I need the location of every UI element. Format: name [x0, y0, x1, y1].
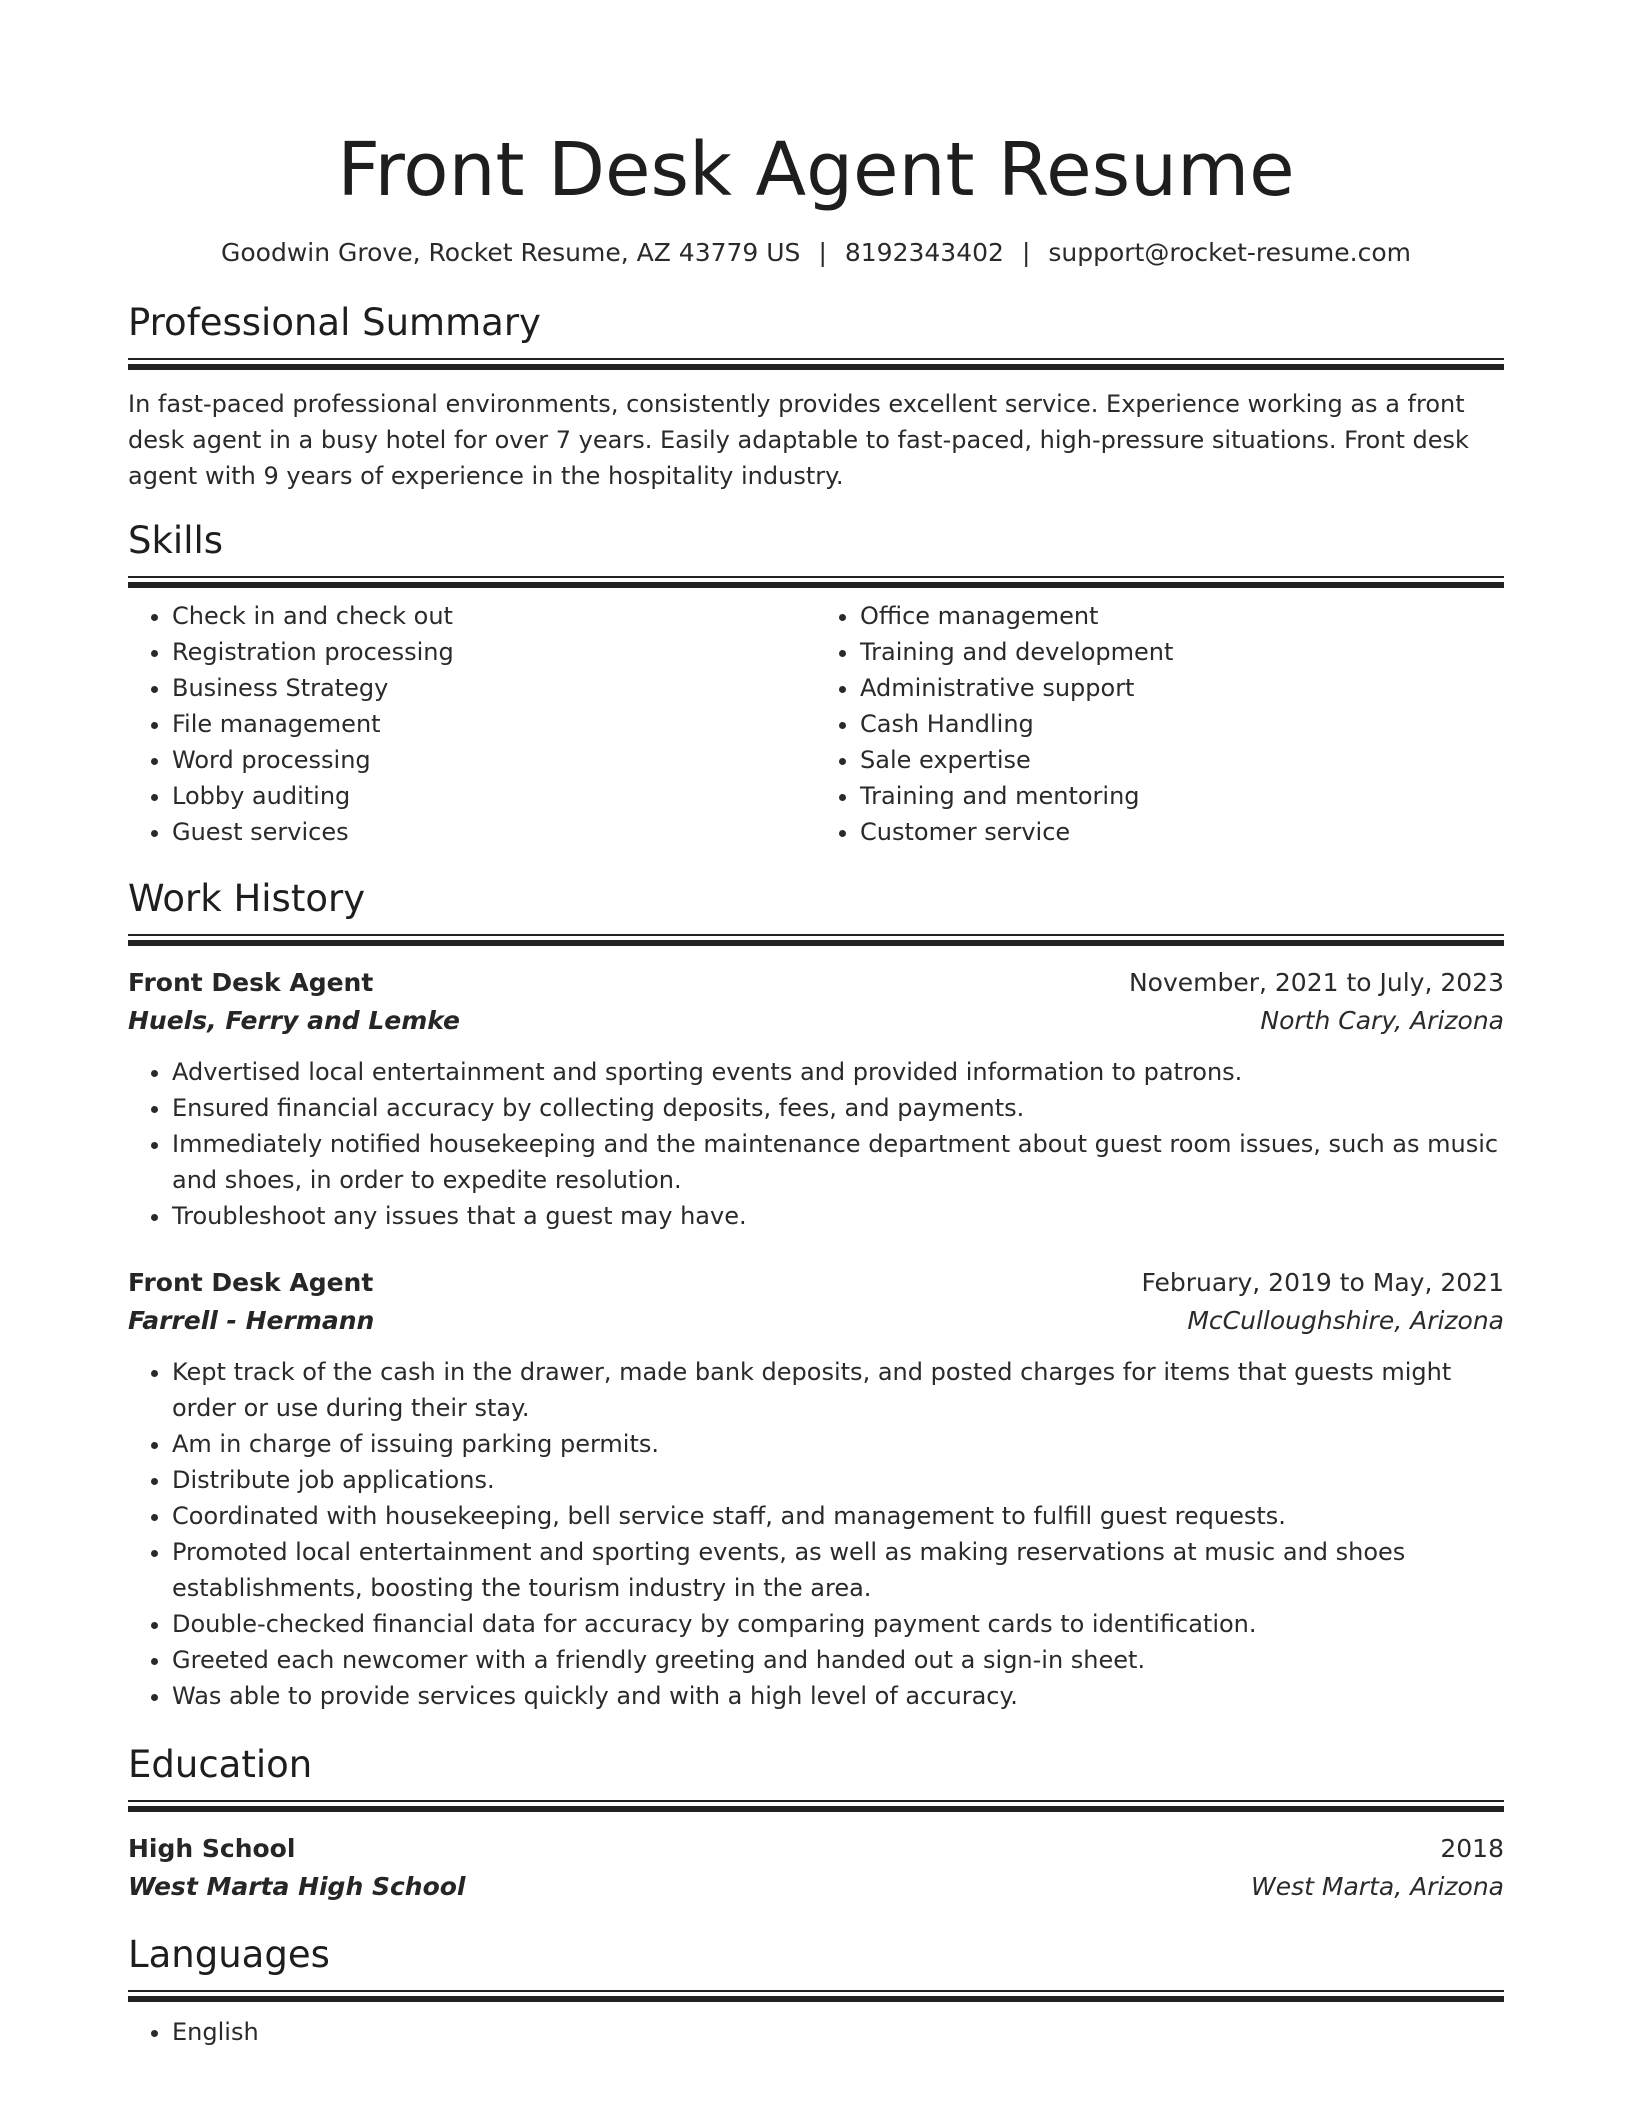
job-duty-item: • Coordinated with housekeeping, bell service staff, and management to fulfill guest requests. — [172, 1498, 1504, 1534]
job-duty-item: • Advertised local entertainment and sporting events and provided information to patrons. — [172, 1054, 1504, 1090]
job-location: McCulloughshire, Arizona — [1187, 1306, 1504, 1335]
languages-list — [128, 2014, 1504, 2050]
job-title: Front Desk Agent — [128, 1268, 374, 1297]
job-subheader-row — [128, 1002, 1504, 1040]
job-duty-item: • Was able to provide services quickly and with a high level of accuracy. — [172, 1678, 1504, 1714]
contact-email: support@rocket-resume.com — [1048, 238, 1411, 267]
contact-line — [128, 236, 1504, 270]
education-location: West Marta, Arizona — [1251, 1872, 1504, 1901]
job-duty-item: • Double-checked financial data for accuracy by comparing payment cards to identification. — [172, 1606, 1504, 1642]
skill-item: • File management — [172, 706, 816, 742]
work-history-heading: Work History — [128, 877, 366, 920]
skill-item: • Training and mentoring — [860, 778, 1504, 814]
job-location: North Cary, Arizona — [1260, 1006, 1504, 1035]
skills-heading: Skills — [128, 519, 224, 562]
section-divider — [128, 1990, 1504, 2002]
education-header-row — [128, 1830, 1504, 1868]
education-subheader-row — [128, 1868, 1504, 1906]
summary-heading: Professional Summary — [128, 301, 541, 344]
skill-item: • Training and development — [860, 634, 1504, 670]
job-company: Huels, Ferry and Lemke — [128, 1006, 460, 1035]
summary-section — [128, 300, 1504, 494]
skills-left-list — [128, 598, 816, 850]
education-degree: High School — [128, 1834, 296, 1863]
job-duty-item: • Distribute job applications. — [172, 1462, 1504, 1498]
skill-item: • Check in and check out — [172, 598, 816, 634]
job-duty-item: • Am in charge of issuing parking permits. — [172, 1426, 1504, 1462]
job-subheader-row — [128, 1302, 1504, 1340]
job-dates: November, 2021 to July, 2023 — [1128, 968, 1504, 997]
section-divider — [128, 576, 1504, 588]
job-entry — [128, 1264, 1504, 1714]
job-company: Farrell - Hermann — [128, 1306, 375, 1335]
job-duties-list — [128, 1354, 1504, 1714]
contact-separator: | — [818, 238, 827, 267]
job-duty-item: • Ensured financial accuracy by collecting deposits, fees, and payments. — [172, 1090, 1504, 1126]
skill-item: • Registration processing — [172, 634, 816, 670]
job-title: Front Desk Agent — [128, 968, 374, 997]
section-divider — [128, 934, 1504, 946]
skills-section — [128, 518, 1504, 850]
skill-item: • Administrative support — [860, 670, 1504, 706]
education-section — [128, 1742, 1504, 1906]
skill-item: • Office management — [860, 598, 1504, 634]
contact-phone: 8192343402 — [844, 238, 1004, 267]
job-entry — [128, 964, 1504, 1234]
languages-heading: Languages — [128, 1933, 330, 1976]
languages-section — [128, 1932, 1504, 2050]
skills-right-list — [816, 598, 1504, 850]
section-divider — [128, 1800, 1504, 1812]
section-divider — [128, 358, 1504, 370]
job-duty-item: • Troubleshoot any issues that a guest may have. — [172, 1198, 1504, 1234]
job-duty-item: • Promoted local entertainment and sporting events, as well as making reservations at music and shoes establishments, boosting the tourism industry in the area. — [172, 1534, 1504, 1606]
job-duties-list — [128, 1054, 1504, 1234]
summary-text: In fast-paced professional environments, consistently provides excellent service. Experience working as a front desk agent in a busy hotel for over 7 years. Easily adaptable to fast-paced, high-pressure situations. Front desk agent with 9 years of experience in the hospitality industry. — [128, 390, 1469, 490]
skill-item: • Customer service — [860, 814, 1504, 850]
work-history-section — [128, 876, 1504, 1714]
skill-item: • Word processing — [172, 742, 816, 778]
education-heading: Education — [128, 1743, 313, 1786]
job-dates: February, 2019 to May, 2021 — [1141, 1268, 1504, 1297]
job-header-row — [128, 1264, 1504, 1302]
education-entry — [128, 1830, 1504, 1906]
skill-item: • Guest services — [172, 814, 816, 850]
job-duty-item: • Immediately notified housekeeping and the maintenance department about guest room issues, such as music and shoes, in order to expedite resolution. — [172, 1126, 1504, 1198]
contact-separator: | — [1021, 238, 1031, 267]
skill-item: • Lobby auditing — [172, 778, 816, 814]
skill-item: • Cash Handling — [860, 706, 1504, 742]
job-duty-item: • Greeted each newcomer with a friendly greeting and handed out a sign-in sheet. — [172, 1642, 1504, 1678]
language-item: • English — [172, 2014, 1504, 2050]
skill-item: • Business Strategy — [172, 670, 816, 706]
job-duty-item: • Kept track of the cash in the drawer, made bank deposits, and posted charges for items that guests might order or use during their stay. — [172, 1354, 1504, 1426]
resume-title: Front Desk Agent Resume — [337, 127, 1295, 213]
education-year: 2018 — [1440, 1834, 1504, 1863]
skills-grid — [128, 598, 1504, 850]
job-header-row — [128, 964, 1504, 1002]
contact-address: Goodwin Grove, Rocket Resume, AZ 43779 US — [221, 238, 801, 267]
education-school: West Marta High School — [128, 1872, 466, 1901]
skill-item: • Sale expertise — [860, 742, 1504, 778]
